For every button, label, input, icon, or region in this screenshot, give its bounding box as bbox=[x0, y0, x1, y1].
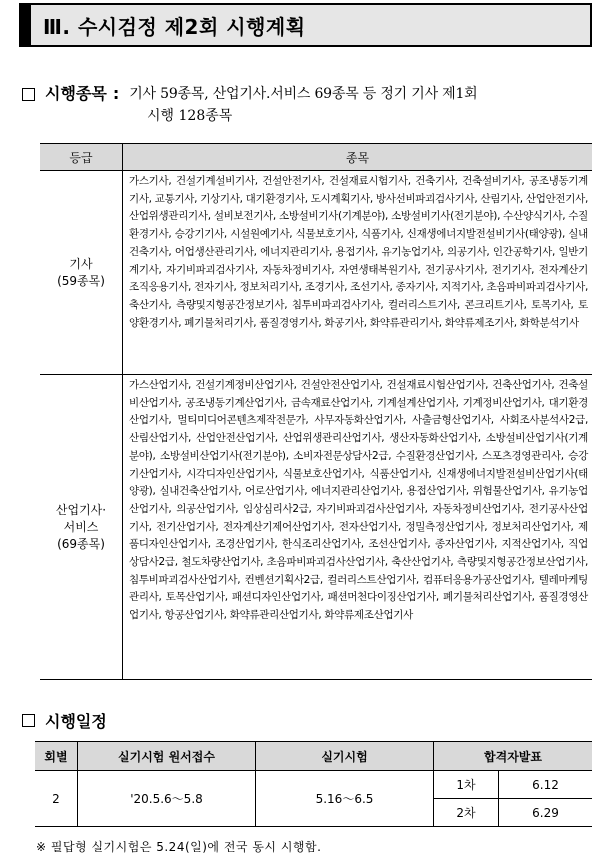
grade-label-2: 서비스 bbox=[63, 519, 99, 534]
table-row bbox=[35, 771, 592, 799]
header-grade: 등급 bbox=[40, 144, 123, 171]
result-date: 6.12 bbox=[499, 771, 593, 799]
title-text: 수시검정 제2회 시행계획 bbox=[77, 14, 306, 39]
grade-label: 기사 bbox=[69, 256, 93, 271]
section-categories bbox=[22, 83, 592, 127]
section-title-bar bbox=[19, 3, 592, 47]
section-schedule-heading bbox=[22, 709, 107, 732]
header-items: 종목 bbox=[123, 144, 593, 171]
header-application: 실기시험 원서접수 bbox=[78, 742, 256, 771]
result-label: 1차 bbox=[434, 771, 499, 799]
grade-cell bbox=[40, 171, 123, 375]
table-row bbox=[40, 171, 592, 375]
grade-label: 산업기사· bbox=[55, 502, 107, 517]
result-label: 2차 bbox=[434, 799, 499, 827]
footnote: ※ 필답형 실기시험은 5.24(일)에 전국 동시 시행함. bbox=[36, 840, 322, 854]
schedule-table bbox=[35, 741, 592, 827]
category-table bbox=[40, 143, 592, 680]
header-exam: 실기시험 bbox=[256, 742, 434, 771]
square-bullet-icon bbox=[22, 714, 35, 727]
section-heading bbox=[22, 83, 129, 105]
grade-cell bbox=[40, 375, 123, 680]
result-date: 6.29 bbox=[499, 799, 593, 827]
table-row bbox=[40, 375, 592, 680]
items-cell: 가스산업기사, 건설기계정비산업기사, 건설안전산업기사, 건설재료시험산업기사, 건축산업기사, 건축설비산업기사, 공조냉동기계산업기사, 금속재료산업기사, 기계설계산업기사, 기계정비산업기사, 대기환경산업기사, 멀티미디어콘텐츠제작전문가, 사무자동화산업기사, 사출금형산업기사, 사회조사분석사2급, 산림산업기사, 산업안전산업기사, 산업위생관리산업기사, 생산자동화산업기사, 소방설비산업기사(기계분야), 소방설비산업기사(전기분야), 소비자전문상담사2급, 수질환경산업기사, 스포츠경영관리사, 승강기산업기사, 시각디자인산업기사, 식물보호산업기사, 식품산업기사, 신재생에너지발전설비산업기사(태양광), 실내건축산업기사, 어로산업기사, 에너지관리산업기사, 용접산업기사, 위험물산업기사, 유기농업산업기사, 의공산업기사, 임상심리사2급, 자기비파괴검사산업기사, 자동차정비산업기사, 전기공사산업기사, 전기산업기사, 전자계산기제어산업기사, 전자산업기사, 정밀측정산업기사, 정보처리산업기사, 제품디자인산업기사, 조경산업기사, 한식조리산업기사, 조선산업기사, 종자산업기사, 지적산업기사, 직업상담사2급, 철도차량산업기사, 초음파비파괴검사산업기사, 축산산업기사, 측량및지형공간정보산업기사, 침투비파괴검사산업기사, 컨벤션기획사2급, 컬러리스트산업기사, 컴퓨터응용가공산업기사, 텔레마케팅관리사, 토목산업기사, 패션디자인산업기사, 패션머천다이징산업기사, 폐기물처리산업기사, 품질경영산업기사, 항공산업기사, 화약류관리산업기사, 화약류제조산업기사 bbox=[123, 375, 593, 680]
grade-count: (69종목) bbox=[57, 536, 105, 551]
header-round: 회별 bbox=[35, 742, 78, 771]
grade-count: (59종목) bbox=[57, 273, 105, 288]
square-bullet-icon bbox=[22, 88, 35, 101]
application-cell: '20.5.6～5.8 bbox=[78, 771, 256, 827]
items-cell: 가스기사, 건설기계설비기사, 건설안전기사, 건설재료시험기사, 건축기사, 건축설비기사, 공조냉동기계기사, 교통기사, 기상기사, 대기환경기사, 도시계획기사, 방사선비파괴검사기사, 산림기사, 산업안전기사, 산업위생관리기사, 설비보전기사, 소방설비기사(기계분야), 소방설비기사(전기분야), 수산양식기사, 수질환경기사, 승강기기사, 시설원예기사, 식물보호기사, 식품기사, 신재생에너지발전설비기사(태양광), 실내건축기사, 어업생산관리기사, 에너지관리기사, 용접기사, 유기농업기사, 의공기사, 인간공학기사, 일반기계기사, 자기비파괴검사기사, 자동차정비기사, 자연생태복원기사, 전기공사기사, 전기기사, 전자계산기조직응용기사, 전자기사, 정보처리기사, 조경기사, 조선기사, 종자기사, 지적기사, 초음파비파괴검사기사, 축산기사, 측량및지형공간정보기사, 침투비파괴검사기사, 컬러리스트기사, 콘크리트기사, 토목기사, 토양환경기사, 폐기물처리기사, 품질경영기사, 화공기사, 화약류관리기사, 화약류제조기사, 화학분석기사 bbox=[123, 171, 593, 375]
exam-cell: 5.16～6.5 bbox=[256, 771, 434, 827]
section-heading-label: 시행일정 bbox=[45, 712, 107, 731]
section-heading-label: 시행종목 bbox=[45, 84, 107, 103]
page-title bbox=[43, 11, 306, 40]
summary-line-1: 기사 59종목, 산업기사.서비스 69종목 등 정기 기사 제1회 bbox=[129, 86, 478, 102]
round-cell: 2 bbox=[35, 771, 78, 827]
table-header-row bbox=[35, 742, 592, 771]
heading-colon: : bbox=[112, 84, 120, 103]
summary-line-2: 시행 128종목 bbox=[147, 108, 233, 124]
title-accent-bar bbox=[21, 5, 31, 45]
header-results: 합격자발표 bbox=[434, 742, 593, 771]
table-header-row bbox=[40, 144, 592, 171]
title-roman: Ⅲ. bbox=[43, 14, 71, 39]
